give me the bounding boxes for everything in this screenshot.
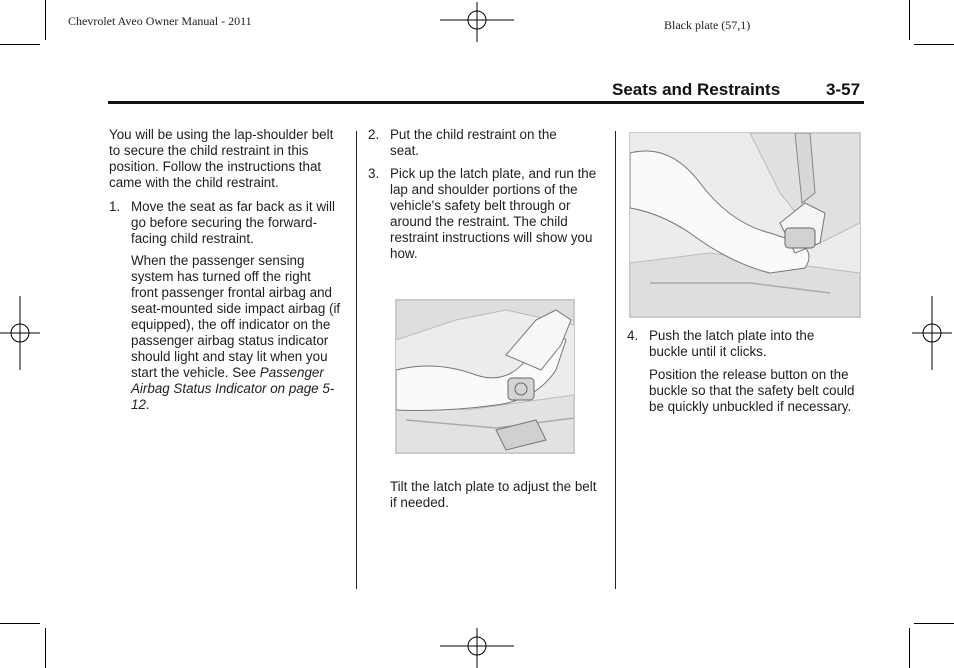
section-title: Seats and Restraints	[612, 80, 781, 99]
crop-mark	[909, 628, 910, 668]
step-3-text: Pick up the latch plate, and run the lap and shoulder portions of the vehicle's safety belt through or around the restraint. The child restraint instructions will show you how.	[390, 166, 597, 261]
cross-reference-link[interactable]: Airbag Status Indicator on	[131, 381, 286, 396]
crop-mark	[909, 0, 910, 40]
crop-mark	[45, 628, 46, 668]
crop-mark	[914, 44, 954, 45]
document-header-left: Chevrolet Aveo Owner Manual - 2011	[68, 14, 252, 28]
step-2-text: Put the child restraint on the seat.	[390, 127, 557, 158]
sentence-end: .	[145, 397, 150, 412]
page-number: 3-57	[826, 80, 861, 99]
illustration-caption: Tilt the latch plate to adjust the belt if needed.	[390, 479, 597, 510]
crop-mark	[0, 623, 40, 624]
latch-plate-drawing	[396, 300, 574, 453]
step-4-note: Position the release button on the buckle so that the safety belt could be quickly unbuckled if necessary.	[649, 367, 855, 414]
step-number: 4.	[627, 328, 639, 343]
step-1-note	[131, 253, 341, 413]
column-divider	[356, 131, 357, 589]
buckle-illustration	[629, 132, 861, 318]
registration-mark-right	[912, 296, 952, 370]
step-number: 1.	[109, 199, 121, 214]
intro-paragraph: You will be using the lap-shoulder belt to secure the child restraint in this position. Follow the instructions that came with the child restraint.	[109, 127, 334, 190]
registration-mark-left	[0, 296, 40, 370]
header-rule	[108, 101, 864, 104]
registration-mark-top	[440, 2, 514, 42]
cross-reference-link[interactable]: Passenger	[259, 365, 324, 380]
document-header-right: Black plate (57,1)	[664, 18, 751, 32]
step-1-text: Move the seat as far back as it will go before securing the forward-facing child restraint.	[131, 199, 335, 246]
crop-mark	[914, 623, 954, 624]
step-number: 2.	[368, 127, 380, 142]
latch-plate-illustration	[395, 299, 575, 454]
crop-mark	[45, 0, 46, 40]
cross-reference-page[interactable]: page 5-12	[131, 381, 335, 412]
registration-mark-bottom	[440, 628, 514, 668]
step-1-note-text: When the passenger sensing system has turned off the right front passenger frontal airbag and seat-mounted side impact airbag (if equipped), the off indicator on the passenger airbag status indicator should light and stay lit when you start the vehicle. See	[131, 253, 341, 380]
column-divider	[615, 131, 616, 589]
step-number: 3.	[368, 166, 380, 181]
step-4-text: Push the latch plate into the buckle until it clicks.	[649, 328, 815, 359]
crop-mark	[0, 44, 40, 45]
buckle-drawing	[630, 133, 860, 317]
